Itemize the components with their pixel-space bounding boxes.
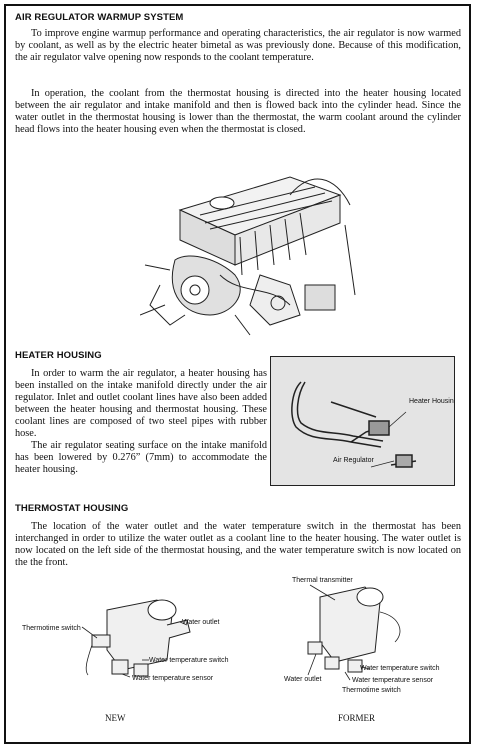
paragraph: In operation, the coolant from the thermostat housing is directed into the heater housing located between the air regulator and intake manifold and then is flowed back into the cylinder head. Since the water outlet in the thermostat housing is lower than the thermostat, the warm coolant around the cylinder head flows into the heater housing even when the thermostat is closed. <box>15 88 461 135</box>
water-temperature-switch-label: Water temperature switch <box>149 657 229 664</box>
caption-former: FORMER <box>338 713 376 723</box>
thermostat-housing-former-diagram <box>280 572 470 702</box>
paragraph: The air regulator seating surface on the intake manifold has been lowered by 0.276” (7mm) to accommodate the heater housing. <box>15 440 267 475</box>
paragraph: The location of the water outlet and the water temperature switch in the thermostat has been interchanged in order to utilize the water outlet as a coolant line to the heater housing. The water outlet is now located on the left side of the thermostat housing, and the water temperature switch is now located on the the front. <box>15 521 461 568</box>
thermotime-switch-label: Thermotime switch <box>22 625 81 632</box>
water-outlet-label: Water outlet <box>182 619 220 626</box>
caption-new: NEW <box>105 713 126 723</box>
water-outlet-label: Water outlet <box>284 676 322 683</box>
engine-illustration <box>140 165 360 340</box>
air-regulator-label: Air Regulator <box>333 457 374 464</box>
heater-housing-label: Heater Housing <box>409 398 454 405</box>
paragraph: To improve engine warmup performance and operating characteristics, the air regulator is now warmed by coolant, as well as by the electric heater bimetal as was previously done. Because of this modification, the air regulator valve opening now responds to the coolant temperature. <box>15 28 461 63</box>
water-temperature-switch-label: Water temperature switch <box>360 665 440 672</box>
section-heading-thermostat-housing: THERMOSTAT HOUSING <box>15 503 129 514</box>
paragraph: In order to warm the air regulator, a heater housing has been installed on the intake manifold directly under the air regulator. Inlet and outlet coolant lines have also been added between the heater housing and thermostat housing. These coolant lines are composed of two steel pipes with rubber hose. <box>15 368 267 439</box>
section-heading-air-regulator: AIR REGULATOR WARMUP SYSTEM <box>15 12 184 23</box>
thermostat-housing-new-diagram <box>12 590 252 710</box>
water-temperature-sensor-label: Water temperature sensor <box>352 677 434 684</box>
thermotime-switch-label: Thermotime switch <box>342 687 401 694</box>
thermal-transmitter-label: Thermal transmitter <box>292 577 353 584</box>
heater-housing-photo <box>270 356 455 486</box>
section-heading-heater-housing: HEATER HOUSING <box>15 350 102 361</box>
water-temperature-sensor-label: Water temperature sensor <box>132 675 214 682</box>
